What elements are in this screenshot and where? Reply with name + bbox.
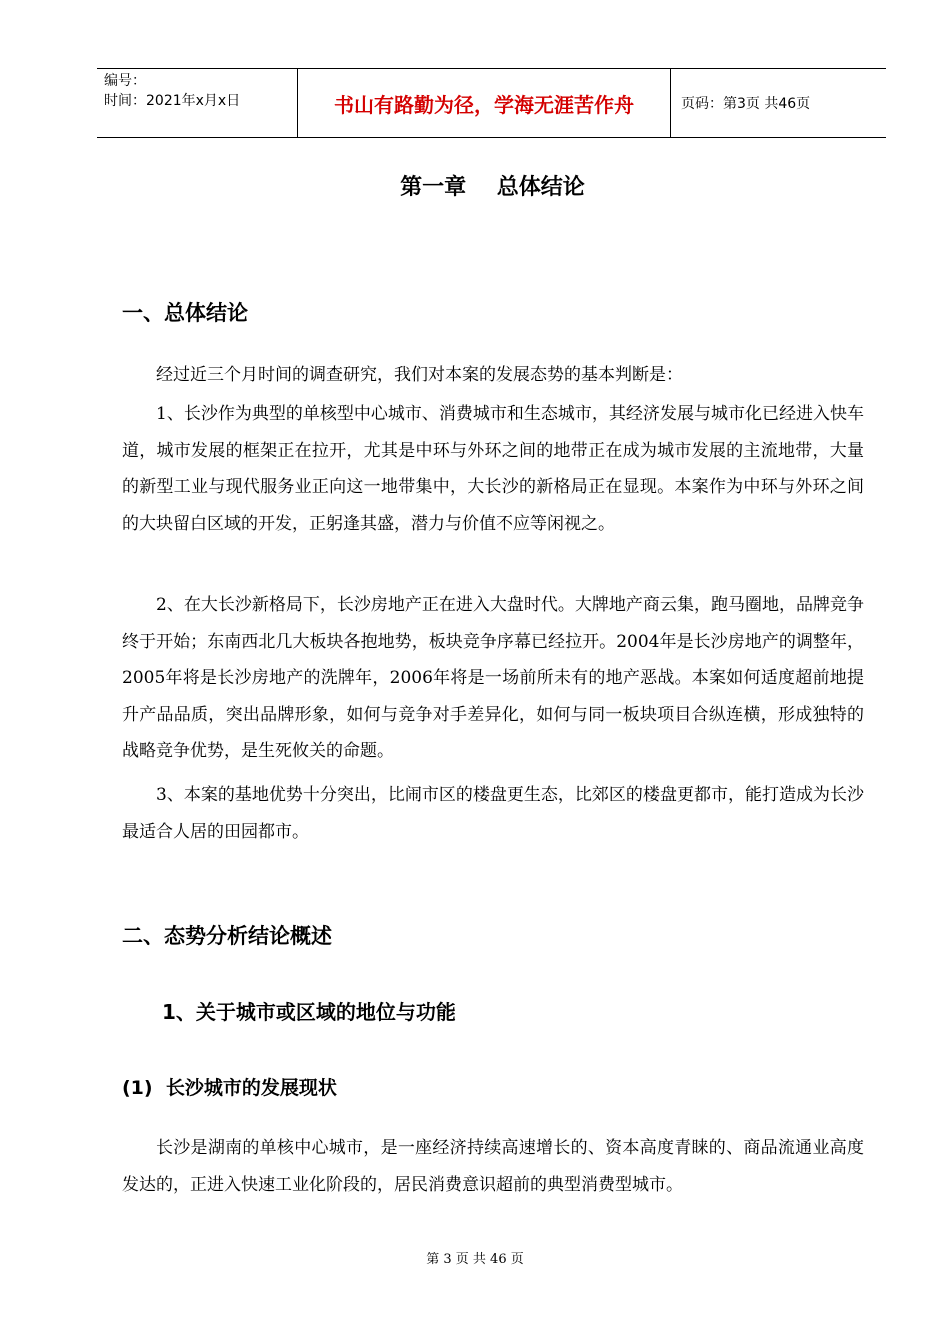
section2-subsubheading: (1) 长沙城市的发展现状	[122, 1077, 337, 1099]
section1-intro: 经过近三个月时间的调查研究，我们对本案的发展态势的基本判断是：	[156, 365, 683, 385]
header-time-label: 时间：2021年x月x日	[104, 93, 241, 109]
page-footer: 第 3 页 共 46 页	[426, 1252, 524, 1267]
header-meta	[97, 69, 298, 137]
section1-point-1: 1、长沙作为典型的单核型中心城市、消费城市和生态城市，其经济发展与城市化已经进入快车道，城市发展的框架正在拉开，尤其是中环与外环之间的地带正在成为城市发展的主流地带，大量的新型工业与现代服务业正向这一地带集中，大长沙的新格局正在显现。本案作为中环与外环之间的大块留白区域的开发，正躬逢其盛，潜力与价值不应等闲视之。	[122, 404, 864, 534]
section1-point-3: 3、本案的基地优势十分突出，比闹市区的楼盘更生态，比郊区的楼盘更都市，能打造成为长沙最适合人居的田园都市。	[122, 785, 864, 842]
section1-point-2: 2、在大长沙新格局下，长沙房地产正在进入大盘时代。大牌地产商云集，跑马圈地，品牌竞争终于开始；东南西北几大板块各抱地势，板块竞争序幕已经拉开。2004年是长沙房地产的调整年，2005年将是长沙房地产的洗牌年，2006年将是一场前所未有的地产恶战。本案如何适度超前地提升产品品质，突出品牌形象，如何与竞争对手差异化，如何与同一板块项目合纵连横，形成独特的战略竞争优势，是生死攸关的命题。	[122, 595, 864, 761]
section2-subheading: 1、关于城市或区域的地位与功能	[162, 1000, 456, 1024]
page-header	[97, 68, 886, 138]
section1-heading: 一、总体结论	[122, 301, 248, 325]
section2-paragraph: 长沙是湖南的单核中心城市，是一座经济持续高速增长的、资本高度青睐的、商品流通业高度发达的，正进入快速工业化阶段的，居民消费意识超前的典型消费型城市。	[122, 1138, 864, 1195]
header-motto: 书山有路勤为径，学海无涯苦作舟	[298, 69, 671, 137]
header-number-label: 编号：	[104, 73, 146, 89]
section2-heading: 二、态势分析结论概述	[122, 924, 332, 948]
header-page-info: 页码：第3页 共46页	[681, 96, 811, 112]
chapter-title: 第一章 总体结论	[400, 175, 585, 200]
